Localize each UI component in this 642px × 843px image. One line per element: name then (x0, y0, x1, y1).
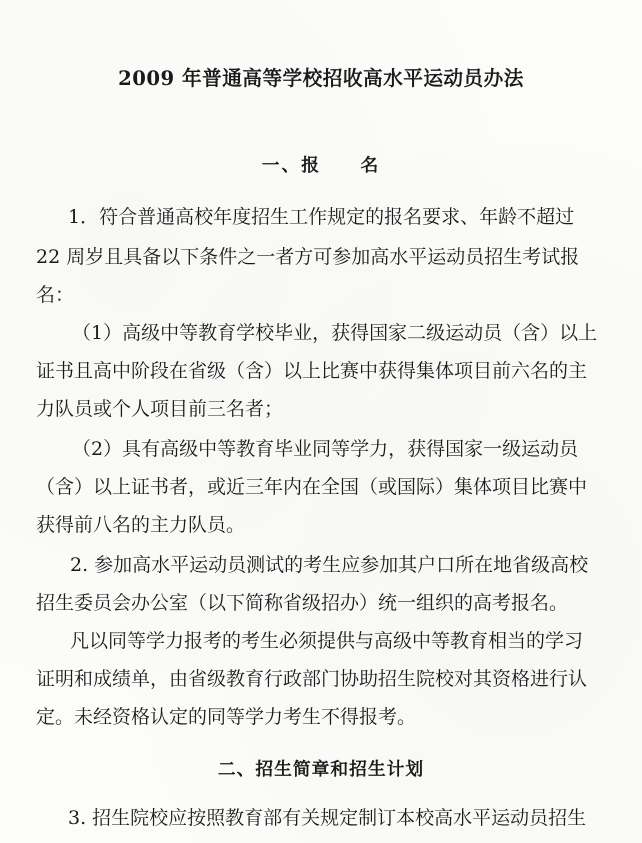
paragraph-line: 凡以同等学力报考的考生必须提供与高级中等教育相当的学习 (70, 630, 584, 652)
paragraph-line: （1）高级中等教育学校毕业，获得国家二级运动员（含）以上 (72, 322, 598, 344)
paragraph-line: 证书且高中阶段在省级（含）以上比赛中获得集体项目前六名的主 (36, 360, 588, 382)
paragraph-line: 名： (36, 284, 75, 306)
paragraph-line: 证明和成绩单，由省级教育行政部门协助招生院校对其资格进行认 (36, 668, 588, 690)
paragraph-line: （含）以上证书者，或近三年内在全国（或国际）集体项目比赛中 (36, 476, 588, 498)
paragraph-line: 22 周岁且具备以下条件之一者方可参加高水平运动员招生考试报 (36, 246, 580, 268)
paragraph-line: 招生委员会办公室（以下简称省级招办）统一组织的高考报名。 (36, 592, 569, 614)
paragraph-line: 1．符合普通高校年度招生工作规定的报名要求、年龄不超过 (68, 206, 575, 228)
paragraph-line: 定。未经资格认定的同等学力考生不得报考。 (36, 706, 417, 728)
paragraph-line: 2. 参加高水平运动员测试的考生应参加其户口所在地省级高校 (70, 554, 589, 576)
paragraph-line: 获得前八名的主力队员。 (36, 514, 246, 536)
paragraph-line: 力队员或个人项目前三名者； (36, 398, 284, 420)
paragraph-line: （2）具有高级中等教育毕业同等学力，获得国家一级运动员 (72, 438, 579, 460)
paragraph-line: 3. 招生院校应按照教育部有关规定制订本校高水平运动员招生 (68, 807, 587, 829)
document-title: 2009 年普通高等学校招收高水平运动员办法 (118, 67, 524, 90)
section-heading-registration: 一、报 名 (261, 155, 381, 176)
section-heading-admissions-plan: 二、招生简章和招生计划 (217, 759, 425, 780)
